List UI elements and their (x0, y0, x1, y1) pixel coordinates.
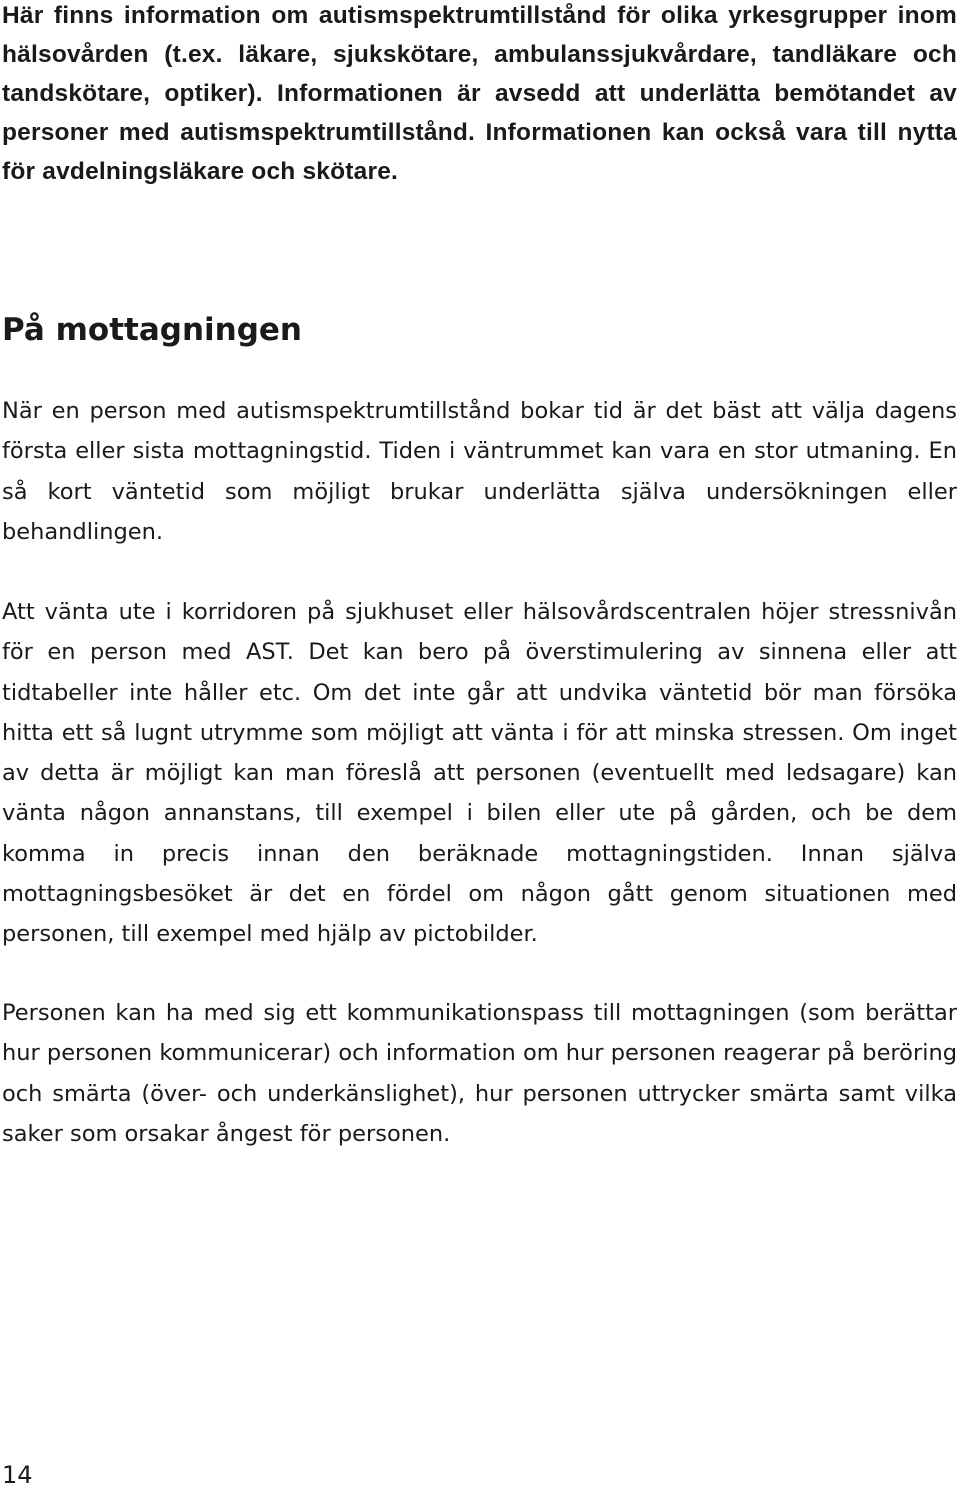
body-paragraph-3: Personen kan ha med sig ett kommunikationspass till mottagningen (som berättar hur personen kommunicerar) och information om hur personen reagerar på beröring och smärta (över- och underkänslighet), hur personen uttrycker smärta samt vilka saker som orsakar ångest för personen. (2, 1000, 957, 1147)
body-paragraph-1: När en person med autismspektrumtillstånd bokar tid är det bäst att välja dagens första eller sista mottagningstid. Tiden i väntrummet kan vara en stor utmaning. En så kort väntetid som möjligt brukar underlätta själva undersökningen eller behandlingen. (2, 398, 957, 545)
intro-paragraph: Här finns information om autismspektrumtillstånd för olika yrkesgrupper inom hälsovården (t.ex. läkare, sjukskötare, ambulanssjukvårdare, tandläkare och tandskötare, optiker). Informationen är avsedd att underlätta bemötandet av personer med autismspektrumtillstånd. Informationen kan också vara till nytta för avdelningsläkare och skötare. (2, 2, 957, 185)
section-heading: På mottagningen (2, 312, 302, 348)
body-paragraph-2: Att vänta ute i korridoren på sjukhuset eller hälsovårdscentralen höjer stressnivån för en person med AST. Det kan bero på överstimulering av sinnena eller att tidtabeller inte håller etc. Om det inte går att undvika väntetid bör man försöka hitta ett så lugnt utrymme som möjligt att vänta i för att minska stressen. Om inget av detta är möjligt kan man föreslå att personen (eventuellt med ledsagare) kan vänta någon annanstans, till exempel i bilen eller ute på gården, och be dem komma in precis innan den beräknade mottagningstiden. Innan själva mottagningsbesöket är det en fördel om någon gått genom situationen med personen, till exempel med hjälp av pictobilder. (2, 599, 957, 948)
page-number: 14 (2, 1461, 33, 1489)
